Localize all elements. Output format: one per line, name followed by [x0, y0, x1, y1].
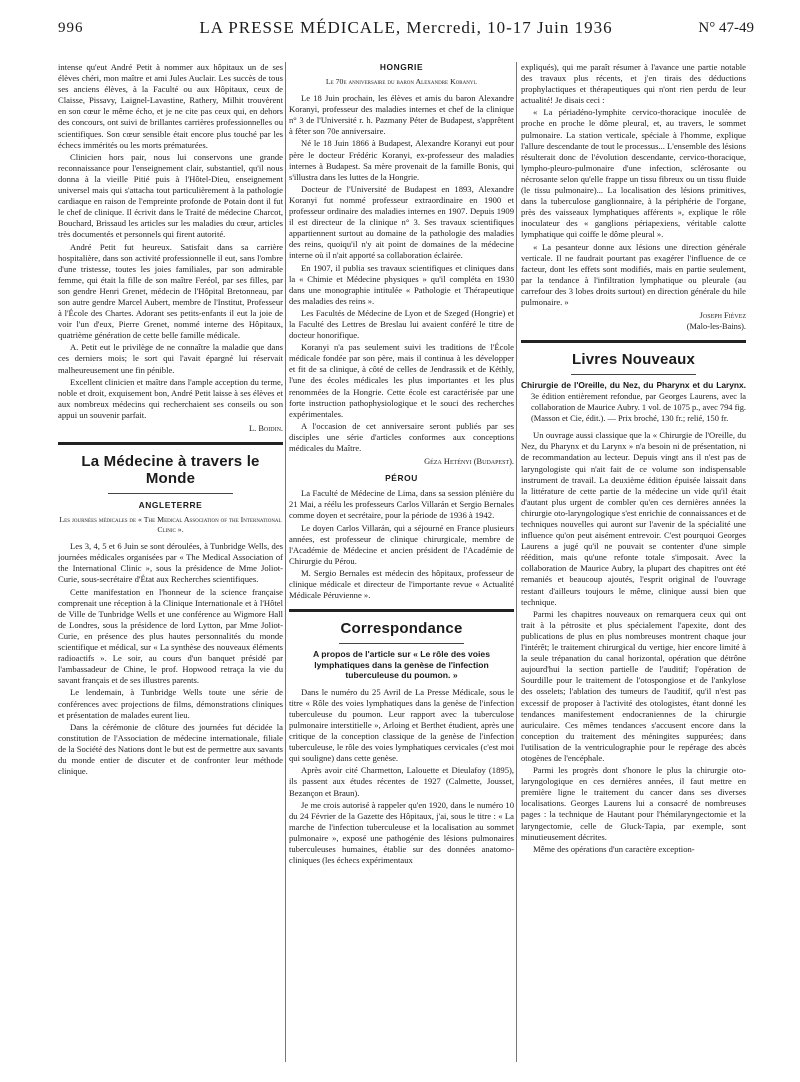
- paragraph: Né le 18 Juin 1866 à Budapest, Alexandre Koranyi eut pour père le docteur Frédéric Koranyi, ex-professeur des maladies internes à Budapest. Sa mère provenait de la famille Bonis, qui s'illustra dans les luttes de la Hongrie.: [289, 138, 514, 182]
- issue-number: N° 47-49: [698, 20, 754, 36]
- column-3: [521, 62, 746, 1067]
- divider: [571, 374, 696, 375]
- paragraph: Le 18 Juin prochain, les élèves et amis du baron Alexandre Koranyi, professeur des maladies internes et chef de la clinique n° 3 de l'Université r. h. Pazmany Péter de Budapest, s'apprêtent à fêter son 70e anniversaire.: [289, 93, 514, 137]
- page-number: 996: [58, 20, 84, 36]
- paragraph: Après avoir cité Charmetton, Lalouette et Dieulafoy (1895), ils passent aux études récentes de 1927 (Calmette, Jousset, Bezançon et Braun).: [289, 765, 514, 798]
- section-divider: [58, 442, 283, 445]
- paragraph: Dans le numéro du 25 Avril de La Presse Médicale, sous le titre « Rôle des voies lymphatiques dans la genèse de l'infection tuberculeuse du poumon. Leur rapport avec la tuberculose pulmonaire interstitielle », Arloing et Berthet étudient, après une critique de la conception classique de la genèse de l'infection tuberculeuse, le rôle des voies lymphatiques cervicales (c'est moi qui souligne) dans cette genèse.: [289, 686, 514, 764]
- paragraph: Les Facultés de Médecine de Lyon et de Szeged (Hongrie) et la Faculté des Lettres de Breslau lui avaient conféré le titre de docteur honorifique.: [289, 307, 514, 341]
- page-header: [58, 16, 754, 44]
- paragraph: Excellent clinicien et maître dans l'ample acception du terme, noble et droit, exquisement bon, André Petit laisse à ses élèves et aux nombreux médecins qui recherchaient ses conseils ou son appui un souvenir parfait.: [58, 376, 283, 420]
- paragraph: La Faculté de Médecine de Lima, dans sa session plénière du 21 Mai, a réélu les professeurs Carlos Villarán et Sergio Bernales comme doyen et secrétaire, pour la période de 1936 à 1942.: [289, 488, 514, 521]
- divider: [108, 493, 233, 494]
- paragraph: Parmi les chapitres nouveaux on remarquera ceux qui ont trait à la pétrosite et plus spécialement l'apexite, dont des publications de plus en plus nombreuses montrent chaque jour l'intérêt; le traitement chirurgical du vertige, hier encore limité à la seule trépanation du canal horizontal, opération que détrône aujourd'hui la section partielle de l'auditif; l'opération de Sourdille pour le traitement de l'otospongiose et de l'ankylose des osselets; l'ablation des tumeurs de l'auditif, qu'il n'est pas excessif de proposer à l'activité des otologistes, étant donné les tendances manifestement endocraniennes de la chirurgie auriculaire. Ces mêmes tendances s'accusent encore dans la conception du traitement des méningites suppurées; dans l'utilisation de la ventriculographie pour le repérage des abcès otogènes de l'encéphale.: [521, 608, 746, 763]
- signature: Géza Hetényi (Budapest).: [424, 457, 514, 467]
- paragraph: A l'occasion de cet anniversaire seront publiés par ses disciples une série d'articles conformes aux conceptions médicales du Maître.: [289, 420, 514, 453]
- paragraph: « La périadéno-lymphite cervico-thoracique inoculée de proche en proche le dôme pleural, et, au travers, le sommet pulmonaire. La station verticale, spéciale à l'homme, explique l'allure descendante de tout le processus... L'ensemble des lésions résulterait donc de l'évolution descendante, cervico-thoracique, lympho-pleuro-pulmonaire d'une infection, sclérosante ou nécrosante selon qu'elle frappe un tissu fibreux ou un tissu fluide (le tissu pulmonaire)... La localisation des lésions primitives, dans la tuberculose ganglionnaire, à la périphérie de l'organe, près des vaisseaux lymphatiques afférents », explique le rôle inoculateur des « ganglions périapexiens, véritable calotte lymphatique qui coiffe le dôme pleural ».: [521, 107, 746, 240]
- paragraph: Les 3, 4, 5 et 6 Juin se sont déroulées, à Tunbridge Wells, des journées médicales organisées par « The Medical Association of the International Clinic », sous la présidence de Mme Joliot-Curie, sous-secrétaire d'État aux Recherches scientifiques.: [58, 541, 283, 585]
- paragraph: Clinicien hors pair, nous lui conservons une grande reconnaissance pour l'enseignement clair, substantiel, qu'il nous donna à la vieille Pitié puis à l'Hôtel-Dieu, enseignement universel mais qui s'attacha tout particulièrement à la pathologie cardiaque en raison de l'empreinte profonde de Potain dont il fut le chef de clinique. Il écrivit dans le Traité de médecine Charcot, Bouchard, Brissaud les articles sur les maladies du cœur, articles très documentés et personnels qui firent autorité.: [58, 151, 283, 240]
- section-divider: [521, 340, 746, 343]
- paragraph: intense qu'eut André Petit à nommer aux hôpitaux un de ses élèves chéri, mon maître et ami Jules Auclair. Les succès de tous ses anciens élèves, à la Faculté ou aux Hôpitaux, ceux de Claisse, Pissavy, Laignel-Lavastine, Rathery, Milhit trouvèrent en son cœur le même écho, et je ne cite pas ceux qui, en dehors des concours, ont suivi de brillantes carrières professionnelles ou scientifiques. Son cœur sensible était encore plus touché par les échecs immérités ou les morts prématurées.: [58, 62, 283, 150]
- paragraph: Le doyen Carlos Villarán, qui a séjourné en France plusieurs années, est professeur de clinique chirurgicale, membre de l'Académie de Médecine et ancien président de l'Académie de Chirurgie du Pérou.: [289, 522, 514, 566]
- country-heading: ANGLETERRE: [138, 500, 203, 511]
- paragraph: Parmi les progrès dont s'honore le plus la chirurgie oto-laryngologique en ces dernières années, il faut mettre en première ligne le traitement du cancer dans ses diverses localisations. Georges Laurens lui a consacré de nombreuses pages : la technique de Hautant pour l'hémilaryngectomie et la laryngectomie, celle de Gluck-Tapia, par exemple, sont minutieusement décrites.: [521, 765, 746, 842]
- section-title: Livres Nouveaux: [571, 351, 696, 369]
- book-reference: [521, 380, 746, 424]
- paragraph: Je me crois autorisé à rappeler qu'en 1920, dans le numéro 10 du 24 Février de la Gazette des Hôpitaux, j'ai, sous le titre : « La marche de l'infection tuberculeuse et la localisation au sommet pulmonaire », exposé une pathogénie des lésions pulmonaires tuberculeuses humaines, établie sur des données anatomo-cliniques (les échecs expérimentaux: [289, 799, 514, 866]
- paragraph: Docteur de l'Université de Budapest en 1893, Alexandre Koranyi fut nommé professeur extraordinaire en 1900 et professeur ordinaire des maladies internes en 1907. Depuis 1909 il est directeur de la clinique n° 3. Ses travaux scientifiques appartiennent surtout au domaine de la pathologie des maladies des reins, quoiqu'il n'y ait point de domaines de la médecine interne où il n'ait apporté sa collaboration éclairée.: [289, 183, 514, 261]
- paragraph: En 1907, il publia ses travaux scientifiques et cliniques dans la « Chimie et Médecine physiques » qu'il compléta en 1930 dans une monographie intitulée « Pathologie et Thérapeutique des maladies des reins ».: [289, 262, 514, 306]
- article-title: A propos de l'article sur « Le rôle des voies lymphatiques dans la genèse de l'infection tuberculeuse du poumon. »: [312, 649, 490, 681]
- paragraph: Même des opérations d'un caractère exception-: [533, 843, 695, 854]
- signature-name: Joseph Fiévez: [699, 311, 746, 321]
- paragraph: Dans la cérémonie de clôture des journées fut décidée la constitution de l'Association de médecine internationale, filiale de la Société des Nations dont le but est de permettre aux savants du monde entier de discuter et de confronter leur méthode clinique.: [58, 721, 283, 777]
- section-title: Correspondance: [340, 620, 463, 638]
- book-title: Chirurgie de l'Oreille, du Nez, du Pharynx et du Larynx.: [521, 380, 746, 391]
- country-heading: HONGRIE: [379, 62, 424, 72]
- signature-place: (Malo-les-Bains).: [686, 322, 746, 332]
- paragraph: « La pesanteur donne aux lésions une direction générale verticale. Il ne faudrait pourtant pas exagérer l'influence de ce facteur, dont les effets sont modifiés, mais en partie seulement, par la tendance à l'infiltration lymphatique ou pleurale (au carrefour des 3 lobes droits surtout) en direction générale du hile pulmonaire. »: [521, 241, 746, 307]
- paragraph: Le lendemain, à Tunbridge Wells toute une série de conférences avec projections de films, démonstrations cliniques et présentation de malades eurent lieu.: [58, 687, 283, 720]
- section-divider: [289, 609, 514, 612]
- paragraph: André Petit fut heureux. Satisfait dans sa carrière hospitalière, dans son activité professionnelle il eut, sans l'ombre d'une tristesse, toutes les joies familiales, par son admirable femme, qui était la fille de son maître Feréol, par ses filles, par son gendre Henri Grenet, médecin de l'Hôpital Bretonneau, par son autre gendre Marcel Aubert, membre de l'Institut, Professeur à l'École des Chartes. Adorant ses petits-enfants il eut la joie de voir l'un d'eux, Pierre Grenet, nommé interne des Hôpitaux, quatrième génération de cette belle famille médicale.: [58, 241, 283, 341]
- masthead: LA PRESSE MÉDICALE, Mercredi, 10-17 Juin 1936: [199, 18, 613, 37]
- column-1: [58, 62, 283, 1067]
- paragraph: A. Petit eut le privilège de ne connaître la maladie que dans ces derniers mois; le sort qui l'avait épargné lui réservait malheureusement une fin pénible.: [58, 342, 283, 375]
- article-heading: Les journées médicales de « The Medical Association of the International Clinic ».: [59, 515, 282, 535]
- book-details: 3e édition entièrement refondue, par Georges Laurens, avec la collaboration de Maurice Aubry. 1 vol. de 1075 p., avec 794 fig. (Masson et Cie, édit.). — Prix broché, 130 fr.; relié, 150 fr.: [531, 392, 746, 424]
- column-2: [289, 62, 514, 1067]
- divider: [339, 643, 464, 644]
- section-title: La Médecine à travers le Monde: [81, 453, 260, 488]
- paragraph: Cette manifestation en l'honneur de la science française comprenait une réception à la Clinique Internationale et à l'Hôtel de Ville de Tunbridge Wells et une conférence au Wigmore Hall de Londres, sous la présidence de lord Lytton, par Mme Joliot-Curie, en présence des plus hautes personnalités du monde scientifique et médical, sur « La synthèse des nouveaux éléments radioactifs ». Le soir, au cours d'un banquet présidé par l'ambassadeur de Chine, le prof. Hopwood retraça la vie du savant français et de ses illustres parents.: [58, 586, 283, 686]
- paragraph: Un ouvrage aussi classique que la « Chirurgie de l'Oreille, du Nez, du Pharynx et du Larynx » n'a besoin ni de présentation, ni de recommandation au lecteur. Depuis vingt ans il n'est pas de laryngologiste qui n'ait fait de ce volume son indispensable instrument de travail. La deuxième édition épuisée laissait dans la littérature de cette partie de la médecine un vide qu'il était d'autant plus urgent de combler qu'en ces dernières années la chirurgie oto-laryngologique s'est enrichie de connaissances et de techniques nouvelles qui auront sur l'avenir de la spécialité une influence qu'on peut aisément entrevoir. C'est pourquoi Georges Laurens a jugé qu'il ne pouvait se contenter d'une simple réédition, mais qu'une refonte totale s'imposait. Avec la collaboration de Maurice Aubry, la plupart des chapitres ont été remaniés et beaucoup ajoutés, l'esprit original de l'ouvrage restant d'ailleurs toujours le même, clinique aussi bien que technique.: [521, 430, 746, 607]
- country-heading: PÉROU: [385, 473, 418, 484]
- paragraph: M. Sergio Bernales est médecin des hôpitaux, professeur de clinique médicale et directeur de l'importante revue « Actualité Médicale Péruvienne ».: [289, 567, 514, 601]
- column-rule: [516, 62, 517, 1062]
- article-heading: Le 70e anniversaire du baron Alexandre Koranyi.: [325, 77, 478, 87]
- paragraph: expliqués), qui me paraît résumer à l'avance une partie notable des travaux plus récents, et j'en tirais des déductions prophylactiques et thérapeutiques qui n'ont rien perdu de leur actualité! Je disais ceci :: [521, 62, 746, 106]
- paragraph: Koranyi n'a pas seulement suivi les traditions de l'École médicale fondée par son père, mais il continua à les développer et fit de sa clinique, à côté de celles de Jendrassik et de Kéthly, l'une des écoles médicales les plus importantes et les plus renommées de la Hongrie. Cette école est caractérisée par une forte instruction pathophysiologique et le souci des recherches expérimentales.: [289, 342, 514, 419]
- column-rule: [285, 62, 286, 1062]
- signature: L. Boidin.: [249, 424, 283, 433]
